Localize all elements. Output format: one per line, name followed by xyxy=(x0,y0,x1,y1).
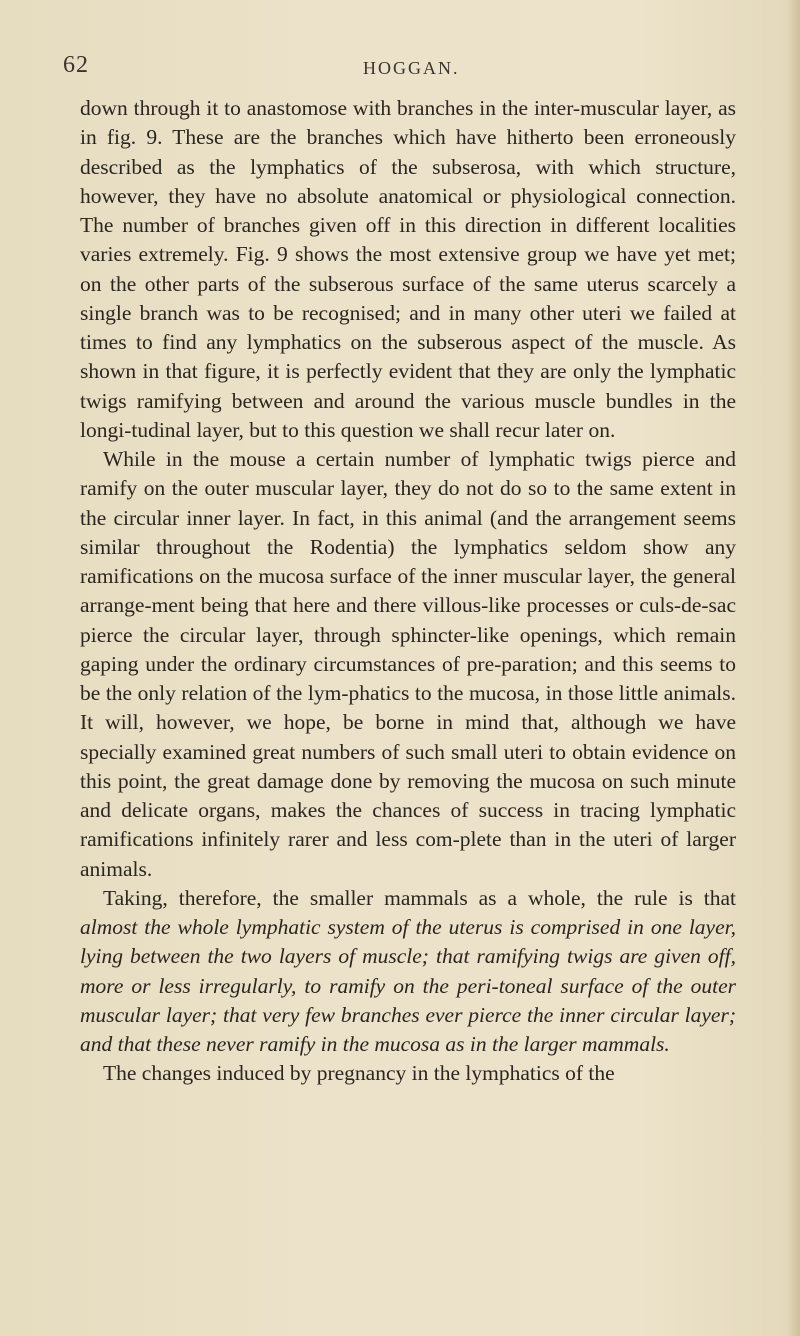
paragraph-continuation: down through it to anastomose with branches in the inter-muscular layer, as in fig. 9. These are the branches which have hitherto been erroneously described as the lymphatics of the subserosa, with which structure, however, they have no absolute anatomical or physiological connection. The number of branches given off in this direction in different localities varies extremely. Fig. 9 shows the most extensive group we have yet met; on the other parts of the subserous surface of the same uterus scarcely a single branch was to be recognised; and in many other uteri we failed at times to find any lymphatics on the subserous aspect of the muscle. As shown in that figure, it is perfectly evident that they are only the lymphatic twigs ramifying between and around the various muscle bundles in the longi-tudinal layer, but to this question we shall recur later on. xyxy=(80,96,736,442)
summary-lead-text: Taking, therefore, the smaller mammals as a whole, the rule is that xyxy=(103,885,736,910)
page-edge-shadow xyxy=(786,0,800,1336)
paragraph-mouse-lymphatics: While in the mouse a certain number of lymphatic twigs pierce and ramify on the outer muscular layer, they do not do so to the same extent in the circular inner layer. In fact, in this animal (and the arrangement seems similar throughout the Rodentia) the lymphatics seldom show any ramifications on the mucosa surface of the inner muscular layer, the general arrange-ment being that here and there villous-like processes or culs-de-sac pierce the circular layer, through sphincter-like openings, which remain gaping under the ordinary circumstances of pre-paration; and this seems to be the only relation of the lym-phatics to the mucosa, in those little animals. It will, however, we hope, be borne in mind that, although we have specially examined great numbers of such small uteri to obtain evidence on this point, the great damage done by removing the mucosa on such minute and delicate organs, makes the chances of success in tracing lymphatic ramifications infinitely rarer and less com-plete than in the uteri of larger animals. xyxy=(80,447,736,881)
page-number: 62 xyxy=(63,52,89,78)
running-head: HOGGAN. xyxy=(363,58,460,78)
page-header xyxy=(0,52,800,82)
summary-italic-rule: almost the whole lymphatic system of the uterus is comprised in one layer, lying between the two layers of muscle; that ramifying twigs are given off, more or less irregularly, to ramify on the peri-toneal surface of the outer muscular layer; that very few branches ever pierce the inner circular layer; and that these never ramify in the mucosa as in the larger mammals. xyxy=(80,915,736,1056)
paragraph-pregnancy-changes: The changes induced by pregnancy in the lymphatics of the xyxy=(103,1061,615,1086)
body-text xyxy=(80,94,736,1089)
paragraph-summary-rule xyxy=(80,884,736,1060)
